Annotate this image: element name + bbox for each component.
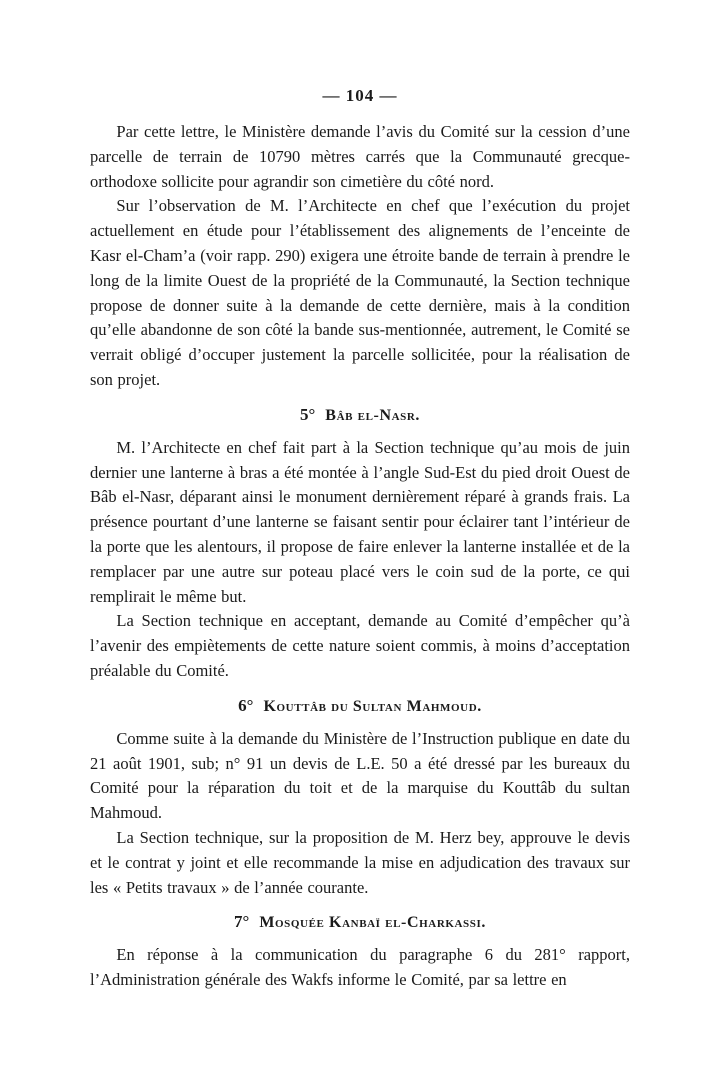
- section-title: Bâb el-Nasr.: [325, 406, 421, 424]
- paragraph: La Section technique, sur la proposition de M. Herz bey, approuve le devis et le contrat y joint et elle recommande la mise en adjudication des travaux sur les « Petits travaux » de l’année courante.: [90, 827, 630, 897]
- paragraph: La Section technique en acceptant, demande au Comité d’empêcher qu’à l’avenir des empiètements de cette nature soient commis, à moins d’acceptation préalable du Comité.: [90, 611, 630, 680]
- paragraph: Sur l’observation de M. l’Architecte en chef que l’exécution du projet actuellement en étude pour l’établissement des alignements de l’enceinte de Kasr el-Cham’a (voir rapp. 290) exigera une étroite bande de terrain à prendre le long de la limite Ouest de la propriété de la Communauté, la Section technique propose de donner suite à la demande de cette dernière, mais à la condition qu’elle abandonne de son côté la bande sus-mentionnée, autrement, le Comité se verrait obligé d’occuper justement la parcelle sollicitée, pour la réalisation de son projet.: [90, 196, 630, 389]
- paragraph: Comme suite à la demande du Ministère de l’Instruction publique en date du 21 août 1901, sub; n° 91 un devis de L.E. 50 a été dressé par les bureaux du Comité pour la réparation du toit et de la marquise du Kouttâb du sultan Mahmoud.: [90, 728, 630, 823]
- section-heading: [90, 911, 630, 934]
- section-heading: [90, 404, 630, 427]
- paragraph: M. l’Architecte en chef fait part à la Section technique qu’au mois de juin dernier une lanterne à bras a été montée à l’angle Sud-Est du pied droit Ouest de Bâb el-Nasr, déparant ainsi le monument dernièrement réparé à grands frais. La présence pourtant d’une lanterne se faisant sentir pour éclairer tant l’intérieur de la porte que les alentours, il propose de faire enlever la lanterne installée et de la remplacer par une autre sur poteau placé vers le coin sud de la porte, ce qui remplirait le même but.: [90, 437, 630, 606]
- section-title: Mosquée Kanbaï el-Charkassi.: [259, 914, 486, 932]
- section-heading: [90, 695, 630, 718]
- page-number: — 104 —: [322, 86, 398, 105]
- section-number: 5°: [299, 404, 316, 424]
- paragraph: En réponse à la communication du paragraphe 6 du 281° rapport, l’Administration générale des Wakfs informe le Comité, par sa lettre en: [90, 945, 630, 990]
- paragraph: Par cette lettre, le Ministère demande l’avis du Comité sur la cession d’une parcelle de terrain de 10790 mètres carrés que la Communauté grecque-orthodoxe sollicite pour agrandir son cimetière du côté nord.: [90, 122, 630, 191]
- text-column: [90, 0, 630, 993]
- section-number: 6°: [238, 695, 254, 715]
- section-title: Kouttâb du Sultan Mahmoud.: [263, 697, 482, 715]
- section-number: 7°: [234, 912, 250, 932]
